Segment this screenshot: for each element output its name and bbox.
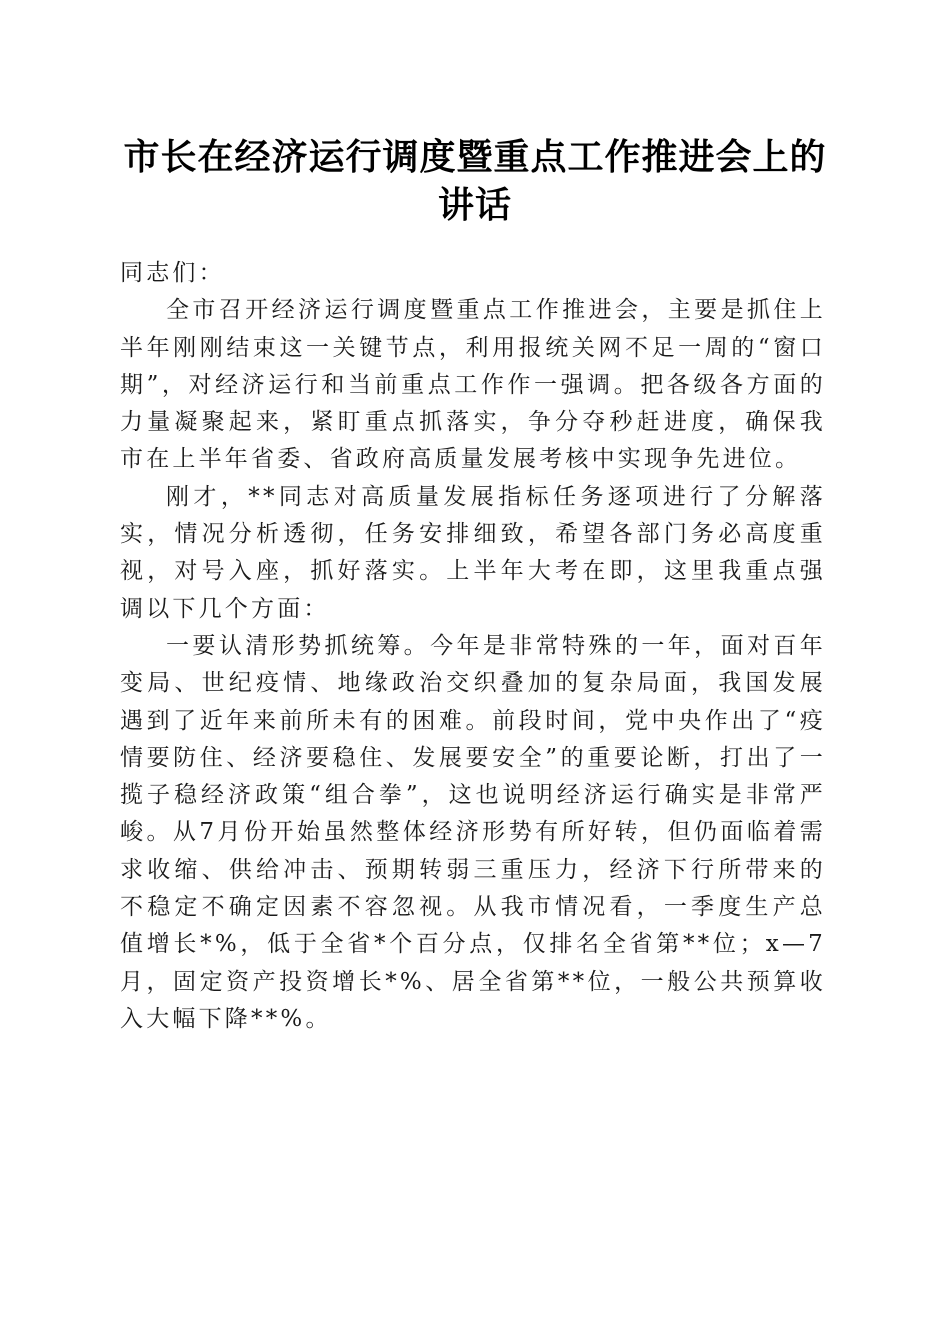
paragraph-task-breakdown: 刚才，**同志对高质量发展指标任务逐项进行了分解落实，情况分析透彻，任务安排细致，希望各部门务必高度重视，对号入座，抓好落实。上半年大考在即，这里我重点强调以下几个方面：: [120, 483, 826, 622]
salutation: 同志们：: [120, 260, 225, 286]
document-body: [120, 255, 826, 1038]
paragraph-opening: 全市召开经济运行调度暨重点工作推进会，主要是抓住上半年刚刚结束这一关键节点，利用报统关网不足一周的“窗口期”，对经济运行和当前重点工作作一强调。把各级各方面的力量凝聚起来，紧盯重点抓落实，争分夺秒赶进度，确保我市在上半年省委、省政府高质量发展考核中实现争先进位。: [120, 297, 826, 473]
document-title: 市长在经济运行调度暨重点工作推进会上的讲话: [123, 136, 827, 226]
paragraph-situation: 一要认清形势抓统筹。今年是非常特殊的一年，面对百年变局、世纪疫情、地缘政治交织叠加的复杂局面，我国发展遇到了近年来前所未有的困难。前段时间，党中央作出了“疫情要防住、经济要稳住、发展要安全”的重要论断，打出了一揽子稳经济政策“组合拳”，这也说明经济运行确实是非常严峻。从7月份开始虽然整体经济形势有所好转，但仍面临着需求收缩、供给冲击、预期转弱三重压力，经济下行所带来的不稳定不确定因素不容忽视。从我市情况看，一季度生产总值增长*%，低于全省*个百分点，仅排名全省第**位；x—7月，固定资产投资增长*%、居全省第**位，一般公共预算收入大幅下降**%。: [120, 632, 826, 1032]
